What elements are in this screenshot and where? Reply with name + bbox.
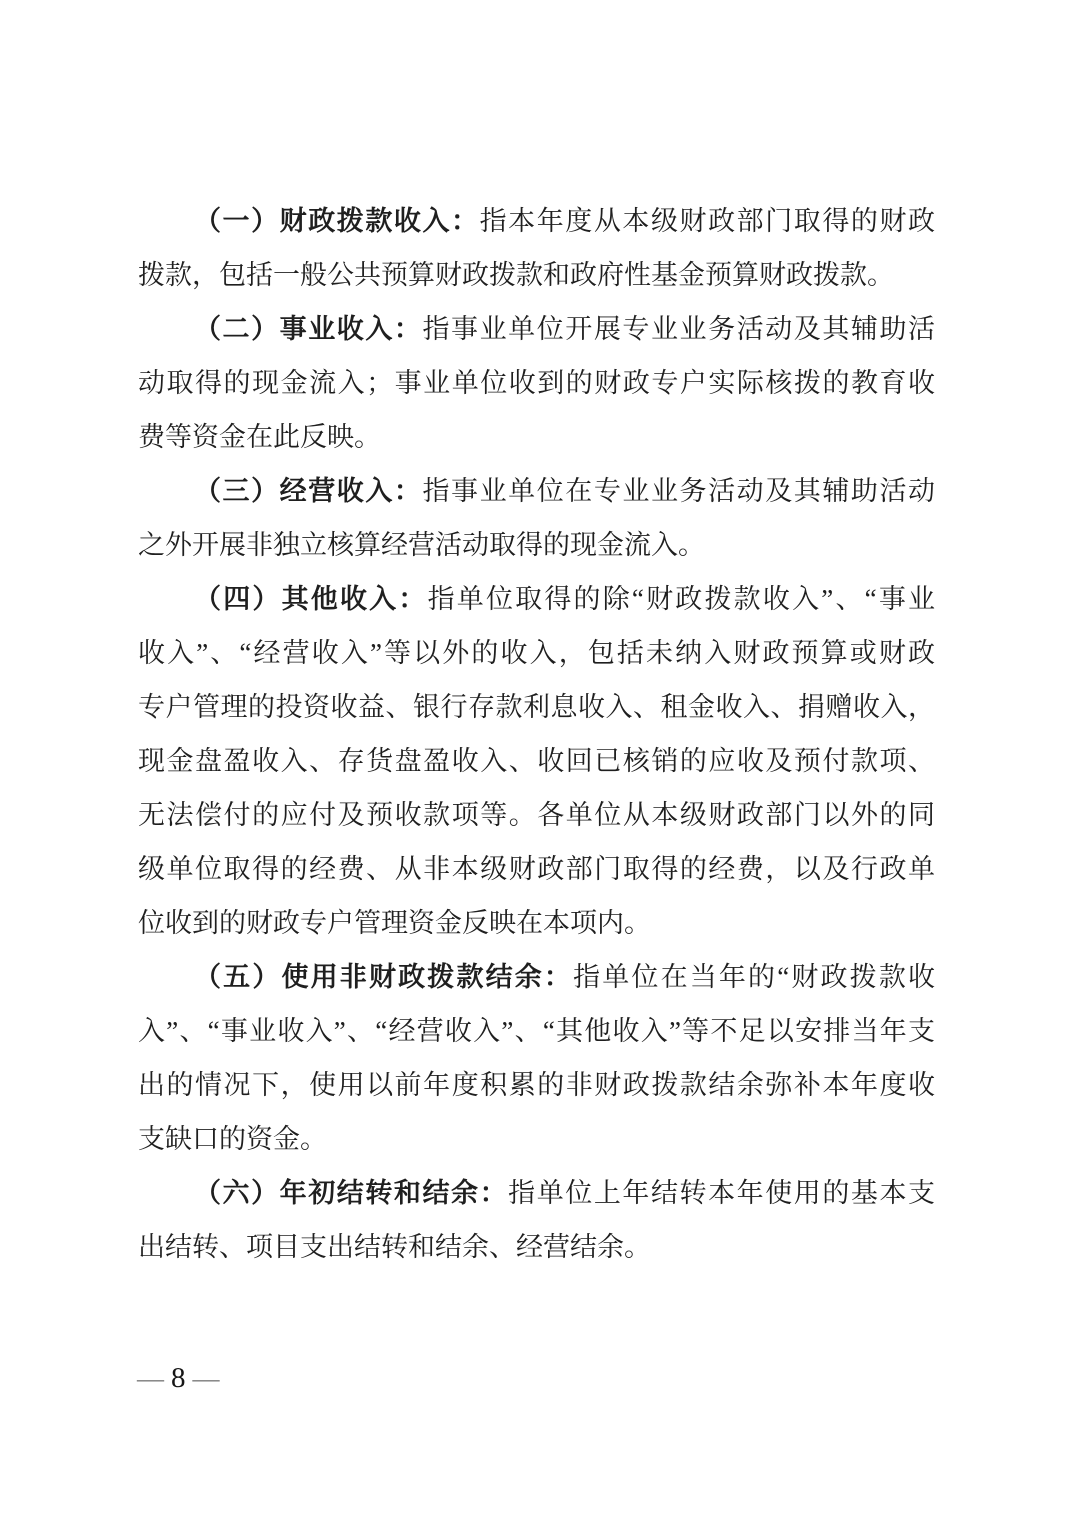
paragraph-text: 指事业单位开展专业业务活动及其辅助活	[422, 314, 935, 344]
paragraph-text: 指单位上年结转本年使用的基本支	[508, 1178, 935, 1208]
paragraph-use-of-non-fiscal-surplus	[138, 950, 935, 1166]
text-line: 动取得的现金流入；事业单位收到的财政专户实际核拨的教育收	[138, 368, 935, 398]
text-line	[138, 302, 935, 356]
text-line: 收入”、“经营收入”等以外的收入，包括未纳入财政预算或财政	[138, 638, 935, 668]
page-footer	[137, 1358, 220, 1398]
text-line	[138, 950, 935, 1004]
paragraph-text: 指单位取得的除“财政拨款收入”、“事业	[427, 584, 935, 614]
text-line	[138, 1166, 935, 1220]
paragraph-business-income	[138, 302, 935, 464]
paragraph-text: 指单位在当年的“财政拨款收	[573, 962, 935, 992]
page-number: 8	[171, 1362, 186, 1394]
text-line: 之外开展非独立核算经营活动取得的现金流入。	[138, 530, 705, 560]
text-line: 费等资金在此反映。	[138, 422, 381, 452]
paragraph-head: （五）使用非财政拨款结余：	[194, 962, 574, 992]
footer-right-dash: —	[192, 1363, 220, 1393]
paragraph-head: （六）年初结转和结余：	[194, 1178, 509, 1208]
text-line: 支缺口的资金。	[138, 1124, 327, 1154]
text-line	[138, 194, 935, 248]
text-line: 现金盘盈收入、存货盘盈收入、收回已核销的应收及预付款项、	[138, 746, 935, 776]
text-line: 出的情况下，使用以前年度积累的非财政拨款结余弥补本年度收	[138, 1070, 935, 1100]
paragraph-text: 指本年度从本级财政部门取得的财政	[479, 206, 935, 236]
text-line	[138, 464, 935, 518]
paragraph-other-income	[138, 572, 935, 950]
document-body	[138, 194, 935, 1274]
paragraph-head: （二）事业收入：	[194, 314, 423, 344]
paragraph-operating-income	[138, 464, 935, 572]
text-line: 专户管理的投资收益、银行存款利息收入、租金收入、捐赠收入，	[138, 692, 935, 722]
text-line: 无法偿付的应付及预收款项等。各单位从本级财政部门以外的同	[138, 800, 935, 830]
paragraph-beginning-year-carryover	[138, 1166, 935, 1274]
text-line: 位收到的财政专户管理资金反映在本项内。	[138, 908, 651, 938]
paragraph-head: （四）其他收入：	[194, 584, 428, 614]
text-line: 入”、“事业收入”、“经营收入”、“其他收入”等不足以安排当年支	[138, 1016, 935, 1046]
text-line: 拨款，包括一般公共预算财政拨款和政府性基金预算财政拨款。	[138, 260, 894, 290]
footer-left-dash: —	[137, 1363, 164, 1393]
paragraph-head: （一）财政拨款收入：	[194, 206, 480, 236]
paragraph-text: 指事业单位在专业业务活动及其辅助活动	[422, 476, 935, 506]
text-line: 出结转、项目支出结转和结余、经营结余。	[138, 1232, 651, 1262]
paragraph-head: （三）经营收入：	[194, 476, 423, 506]
text-line: 级单位取得的经费、从非本级财政部门取得的经费，以及行政单	[138, 854, 935, 884]
text-line	[138, 572, 935, 626]
paragraph-fiscal-appropriation-income	[138, 194, 935, 302]
